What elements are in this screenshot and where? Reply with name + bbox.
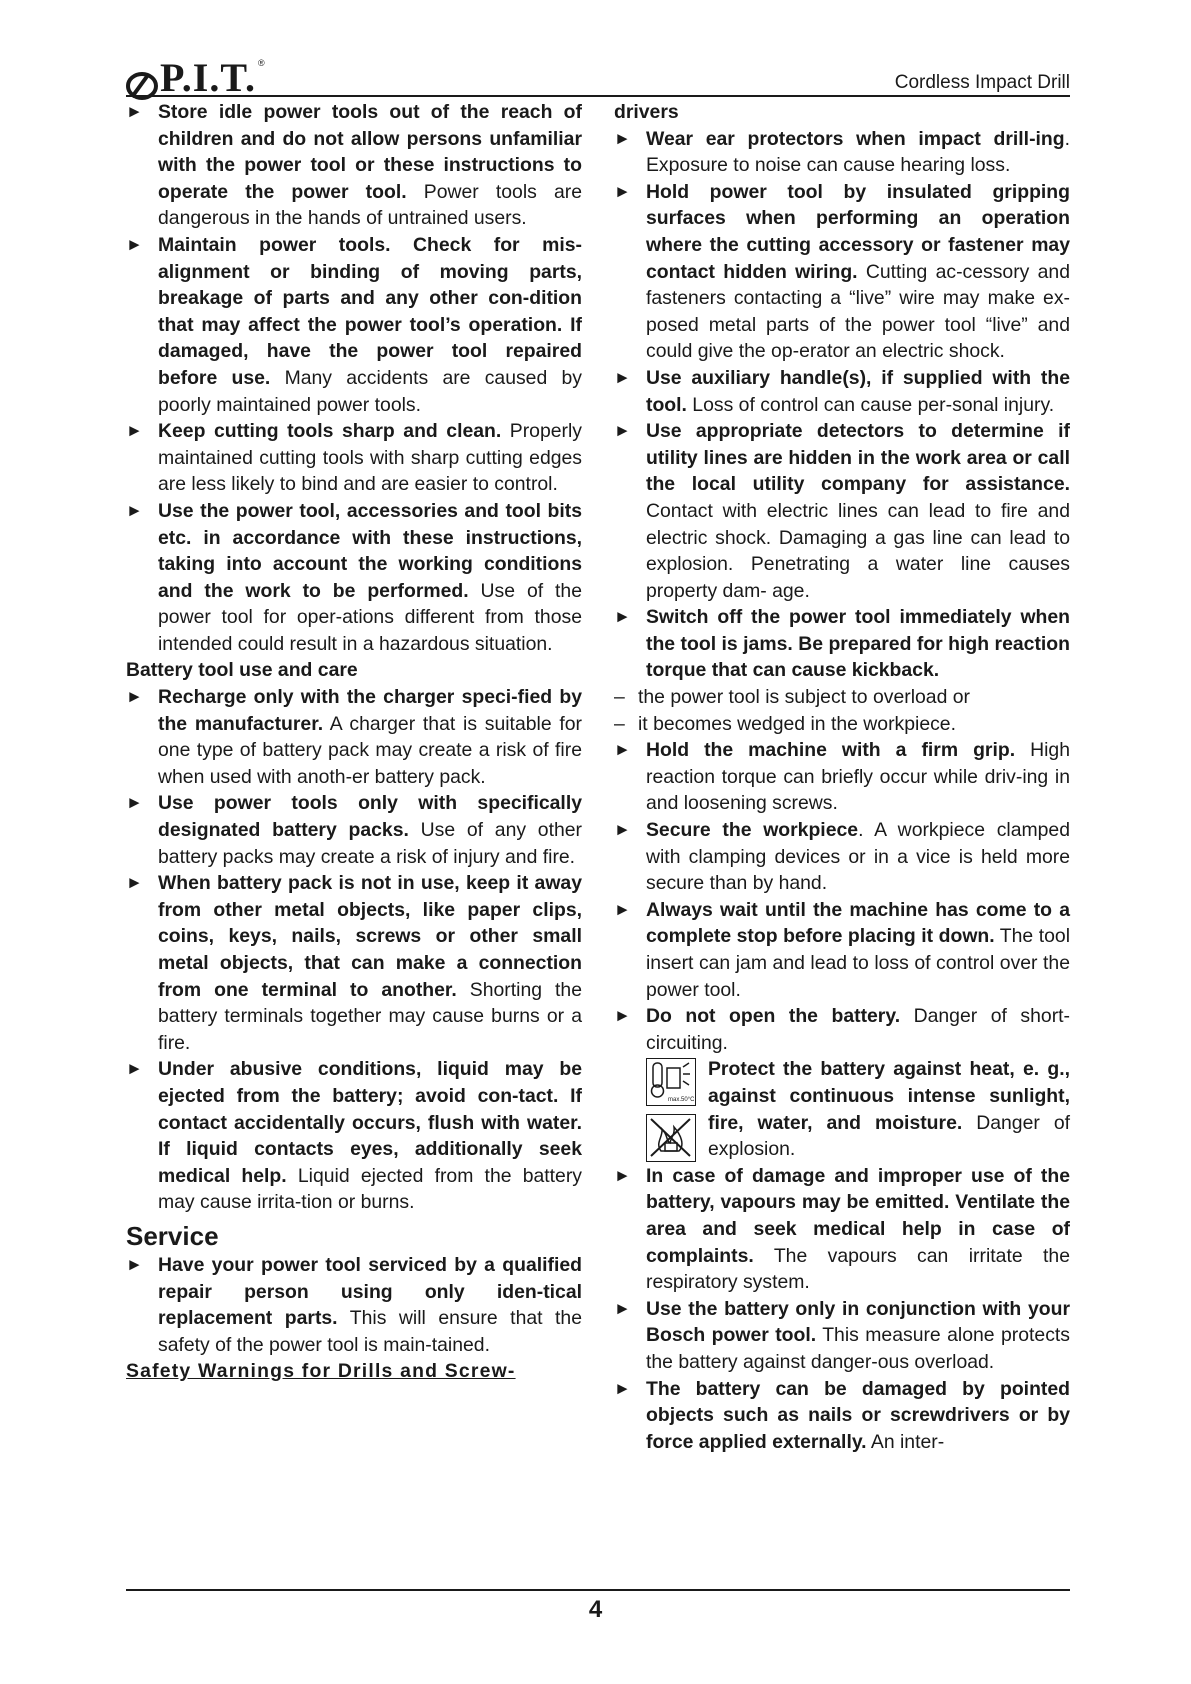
warning-text: The tool insert can jam and lead to loss of control over the power tool. xyxy=(646,925,1071,1001)
bullet-triangle-icon: ► xyxy=(126,1254,143,1274)
warning-text: Liquid ejected from the battery may cause irrita-tion or burns. xyxy=(158,1164,582,1214)
registered-mark: ® xyxy=(258,58,266,68)
bullet-triangle-icon: ► xyxy=(614,607,631,627)
bullet-triangle-icon: ► xyxy=(126,873,143,893)
dash-item xyxy=(614,711,1070,738)
bullet-triangle-icon: ► xyxy=(614,1165,631,1185)
warning-text: Loss of control can cause per-sonal injury. xyxy=(686,393,1055,416)
bullet-triangle-icon: ► xyxy=(614,128,631,148)
warning-text: This measure alone protects the battery against danger-ous overload. xyxy=(646,1324,1070,1373)
warning-bold: Use the battery only in conjunction with your Bosch power tool. xyxy=(646,1297,1070,1347)
bullet-triangle-icon: ► xyxy=(614,899,631,919)
no-fire-icon xyxy=(646,1114,696,1162)
list-item xyxy=(126,1252,582,1358)
temperature-label: max.50°C xyxy=(668,1097,694,1104)
warning-bold: Protect the battery against heat, e. g., against continuous intense sunlight, fire, water, and moisture. xyxy=(708,1058,1070,1134)
list-item xyxy=(614,1003,1070,1056)
list-item xyxy=(614,1376,1070,1456)
list-item xyxy=(614,817,1070,897)
list-item xyxy=(614,737,1070,817)
warning-text: Cutting ac-cessory and fasteners contacting a “live” wire may make ex- posed metal parts of the power tool “live” and could give the op-erator an electric shock. xyxy=(646,260,1070,363)
page-number: 4 xyxy=(588,1596,603,1623)
list-item xyxy=(126,790,582,870)
bullet-triangle-icon: ► xyxy=(614,181,631,201)
drills-section-heading: Safety Warnings for Drills and Screw- xyxy=(126,1360,516,1383)
warning-text: This will ensure that the safety of the power tool is main-tained. xyxy=(158,1307,583,1356)
warning-text: Power tools are dangerous in the hands of untrained users. xyxy=(158,180,582,230)
footer-divider xyxy=(126,1589,1070,1591)
bullet-triangle-icon: ► xyxy=(614,1298,631,1318)
bullet-triangle-icon: ► xyxy=(126,687,143,707)
warning-text: Many accidents are caused by poorly maintained power tools. xyxy=(158,366,582,416)
service-section-heading: Service xyxy=(126,1220,219,1251)
warning-bold: When battery pack is not in use, keep it away from other metal objects, like paper clips, coins, keys, nails, screws or other small metal objects, that can make a connection from one terminal to another. xyxy=(158,872,582,1001)
brand-logo xyxy=(126,54,266,101)
bullet-triangle-icon: ► xyxy=(126,1059,143,1079)
battery-protection-note xyxy=(614,1056,1070,1162)
warning-bold: Use appropriate detectors to determine if utility lines are hidden in the work area or call the local utility company for assistance. xyxy=(646,420,1070,496)
warning-text: Shorting the battery terminals together may cause burns or a fire. xyxy=(158,978,582,1054)
list-item xyxy=(126,498,582,658)
list-item xyxy=(126,870,582,1056)
warning-text: Contact with electric lines can lead to fire and electric shock. Damaging a gas line can lead to explosion. Penetrating a water line causes property dam- age. xyxy=(646,499,1070,602)
warning-bold: Always wait until the machine has come to a complete stop before placing it down. xyxy=(646,898,1070,948)
bullet-triangle-icon: ► xyxy=(126,234,143,254)
warning-text: Danger of explosion. xyxy=(708,1111,1070,1161)
warning-icons xyxy=(646,1058,700,1170)
warning-bold: Keep cutting tools sharp and clean. xyxy=(158,420,502,443)
warning-bold: Recharge only with the charger speci-fied by the manufacturer. xyxy=(158,686,582,735)
bullet-triangle-icon: ► xyxy=(614,1006,631,1026)
list-item xyxy=(614,897,1070,1003)
icon-note-text xyxy=(708,1056,1070,1162)
list-item xyxy=(614,126,1070,179)
heading-continuation: drivers xyxy=(614,101,679,123)
warning-bold: In case of damage and improper use of the battery, vapours may be emitted. Ventilate the area and seek medical help in case of complaints. xyxy=(646,1164,1070,1267)
warning-text: Properly maintained cutting tools with sharp cutting edges are less likely to bind and are easier to control. xyxy=(158,420,582,496)
left-column xyxy=(126,99,582,1385)
bullet-triangle-icon: ► xyxy=(614,820,631,840)
warning-text: An inter- xyxy=(866,1430,945,1453)
right-column xyxy=(614,99,1070,1455)
warning-text: Use of any other battery packs may create a risk of injury and fire. xyxy=(158,819,582,868)
list-item xyxy=(614,365,1070,418)
warning-bold: Do not open the battery. xyxy=(646,1005,901,1028)
warning-text: High reaction torque can briefly occur while driv-ing in and loosening screws. xyxy=(646,739,1070,815)
list-item xyxy=(614,604,1070,684)
warning-bold: Use power tools only with specifically designated battery packs. xyxy=(158,792,582,842)
dash-item xyxy=(614,684,1070,711)
warning-text: Danger of short-circuiting. xyxy=(646,1005,1070,1054)
list-item xyxy=(126,418,582,498)
warning-bold: Secure the workpiece xyxy=(646,819,859,842)
warning-bold: The battery can be damaged by pointed objects such as nails or screwdrivers or by force applied externally. xyxy=(646,1377,1070,1453)
warning-bold: Use auxiliary handle(s), if supplied with the tool. xyxy=(646,366,1070,416)
bullet-triangle-icon: ► xyxy=(126,421,143,441)
warning-text: The vapours can irritate the respiratory system. xyxy=(646,1244,1070,1294)
dash-mark: – xyxy=(614,712,625,735)
bullet-triangle-icon: ► xyxy=(614,367,631,387)
bullet-triangle-icon: ► xyxy=(614,740,631,760)
crossed-fire-icon xyxy=(647,1115,694,1160)
bullet-triangle-icon: ► xyxy=(614,1378,631,1398)
list-item xyxy=(614,179,1070,365)
dash-text: the power tool is subject to overload or xyxy=(638,686,970,709)
thermometer-icon xyxy=(647,1059,694,1104)
warning-bold: Have your power tool serviced by a qualified repair person using only iden-tical replacement parts. xyxy=(158,1253,582,1330)
warning-bold: Switch off the power tool immediately when the tool is jams. Be prepared for high reaction torque that can cause kickback. xyxy=(646,606,1070,682)
brand-name: P.I.T. xyxy=(160,55,257,100)
battery-section-heading: Battery tool use and care xyxy=(126,659,358,682)
bullet-triangle-icon: ► xyxy=(126,500,143,520)
list-item xyxy=(614,1296,1070,1376)
warning-text: . Exposure to noise can cause hearing loss. xyxy=(646,127,1070,177)
warning-bold: Maintain power tools. Check for mis-alignment or binding of moving parts, breakage of parts and any other con-dition that may affect the power tool’s operation. If damaged, have the power tool repaired before use. xyxy=(158,233,582,389)
document-title: Cordless Impact Drill xyxy=(894,72,1070,93)
warning-bold: Store idle power tools out of the reach of children and do not allow persons unfamiliar with the power tool or these instructions to operate the power tool. xyxy=(158,101,582,203)
header-divider xyxy=(126,95,1070,97)
warning-bold: Wear ear protectors when impact drill-ing xyxy=(646,127,1065,150)
warning-bold: Under abusive conditions, liquid may be ejected from the battery; avoid con-tact. If contact accidentally occurs, flush with water. If liquid contacts eyes, additionally seek medical help. xyxy=(158,1058,582,1187)
warning-text: Use of the power tool for oper-ations different from those intended could result in a hazardous situation. xyxy=(158,579,582,655)
max-temperature-icon xyxy=(646,1058,696,1106)
bullet-triangle-icon: ► xyxy=(126,102,143,121)
list-item xyxy=(126,1056,582,1216)
bullet-triangle-icon: ► xyxy=(126,793,143,813)
warning-text: A charger that is suitable for one type of battery pack may create a risk of fire when used with anoth-er battery pack. xyxy=(158,712,582,788)
list-item xyxy=(126,684,582,790)
warning-bold: Hold power tool by insulated gripping surfaces when performing an operation where the cutting accessory or fastener may contact hidden wiring. xyxy=(646,180,1070,283)
list-item xyxy=(614,1163,1070,1296)
warning-bold: Hold the machine with a firm grip. xyxy=(646,739,1016,762)
list-item xyxy=(126,232,582,418)
list-item xyxy=(614,418,1070,604)
list-item xyxy=(126,99,582,232)
dash-mark: – xyxy=(614,686,625,709)
warning-text: . A workpiece clamped with clamping devices or in a vice is held more secure than by hand. xyxy=(646,819,1070,895)
bullet-triangle-icon: ► xyxy=(614,421,631,441)
warning-bold: Use the power tool, accessories and tool bits etc. in accordance with these instructions, taking into account the working conditions and the work to be performed. xyxy=(158,499,582,602)
dash-text: it becomes wedged in the workpiece. xyxy=(638,712,956,735)
